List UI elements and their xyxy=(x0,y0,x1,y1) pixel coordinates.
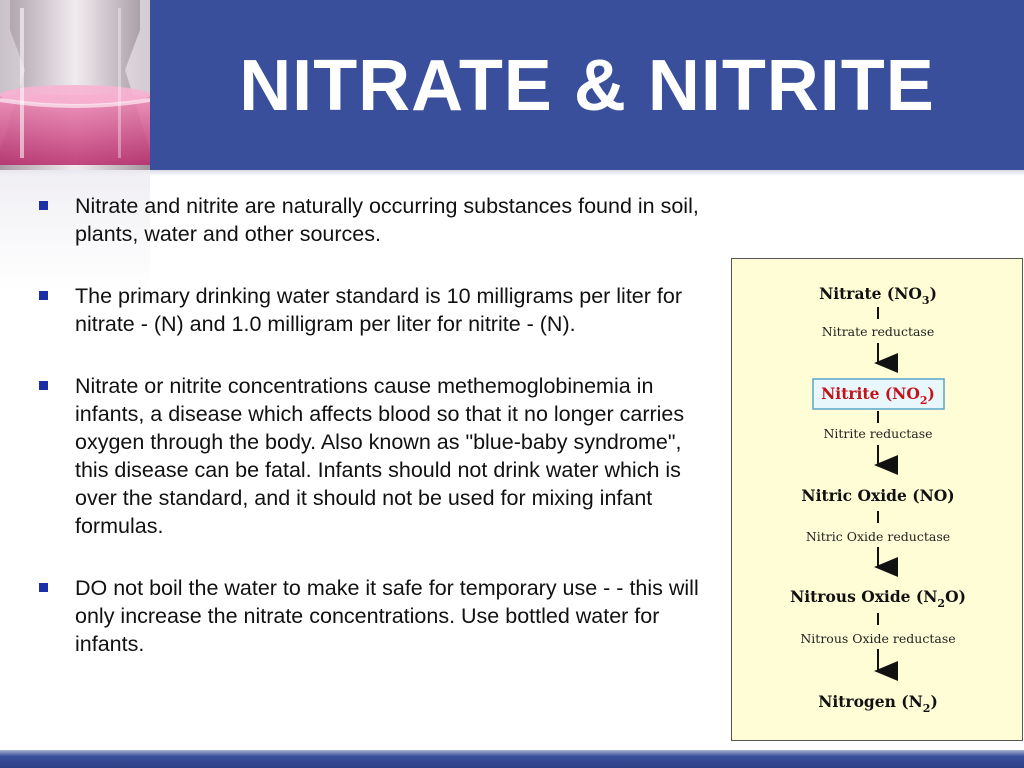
diagram-enzyme-label: Nitrous Oxide reductase xyxy=(800,631,956,646)
bullet-list xyxy=(38,192,718,692)
bullet-text: Nitrate or nitrite concentrations cause methemoglobinemia in infants, a disease which affects blood so that it no longer carries oxygen through the body. Also known as "blue-baby syndrome", this disease can be fatal. Infants should not drink water which is over the standard, and it should not be used for mixing infant formulas. xyxy=(75,374,685,538)
bullet-item xyxy=(38,372,718,540)
bullet-text: The primary drinking water standard is 10 milligrams per liter for nitrate - (N) and 1.0 milligram per liter for nitrite - (N). xyxy=(75,284,682,336)
square-bullet-icon xyxy=(39,291,48,300)
bullet-item xyxy=(38,282,718,338)
diagram-node-nitric-oxide: Nitric Oxide (NO) xyxy=(801,486,955,505)
diagram-node-nitrous-oxide: Nitrous Oxide $(N_2O)$ xyxy=(790,587,966,610)
diagram-enzyme-label: Nitrite reductase xyxy=(823,426,933,441)
bullet-text: Nitrate and nitrite are naturally occurring substances found in soil, plants, water and other sources. xyxy=(75,194,699,246)
denitrification-diagram xyxy=(731,258,1023,741)
diagram-node-nitrate: Nitrate $(NO_3)$ xyxy=(819,284,937,307)
diagram-enzyme-label: Nitrate reductase xyxy=(821,324,935,339)
square-bullet-icon xyxy=(39,201,48,210)
flask-image xyxy=(0,0,150,170)
square-bullet-icon xyxy=(39,583,48,592)
diagram-node-nitrogen: Nitrogen $(N_2)$ xyxy=(818,692,938,715)
footer-band xyxy=(0,750,1024,768)
bullet-text: DO not boil the water to make it safe for temporary use - - this will only increase the nitrate concentrations. Use bottled water for infants. xyxy=(75,576,699,656)
bullet-item xyxy=(38,574,718,658)
square-bullet-icon xyxy=(39,381,48,390)
banner-shadow xyxy=(0,170,1024,176)
diagram-node-nitrite: Nitrite $(NO_2)$ xyxy=(821,384,935,407)
diagram-enzyme-label: Nitric Oxide reductase xyxy=(805,529,951,544)
bullet-item xyxy=(38,192,718,248)
slide-title: NITRATE & NITRITE xyxy=(239,46,935,126)
